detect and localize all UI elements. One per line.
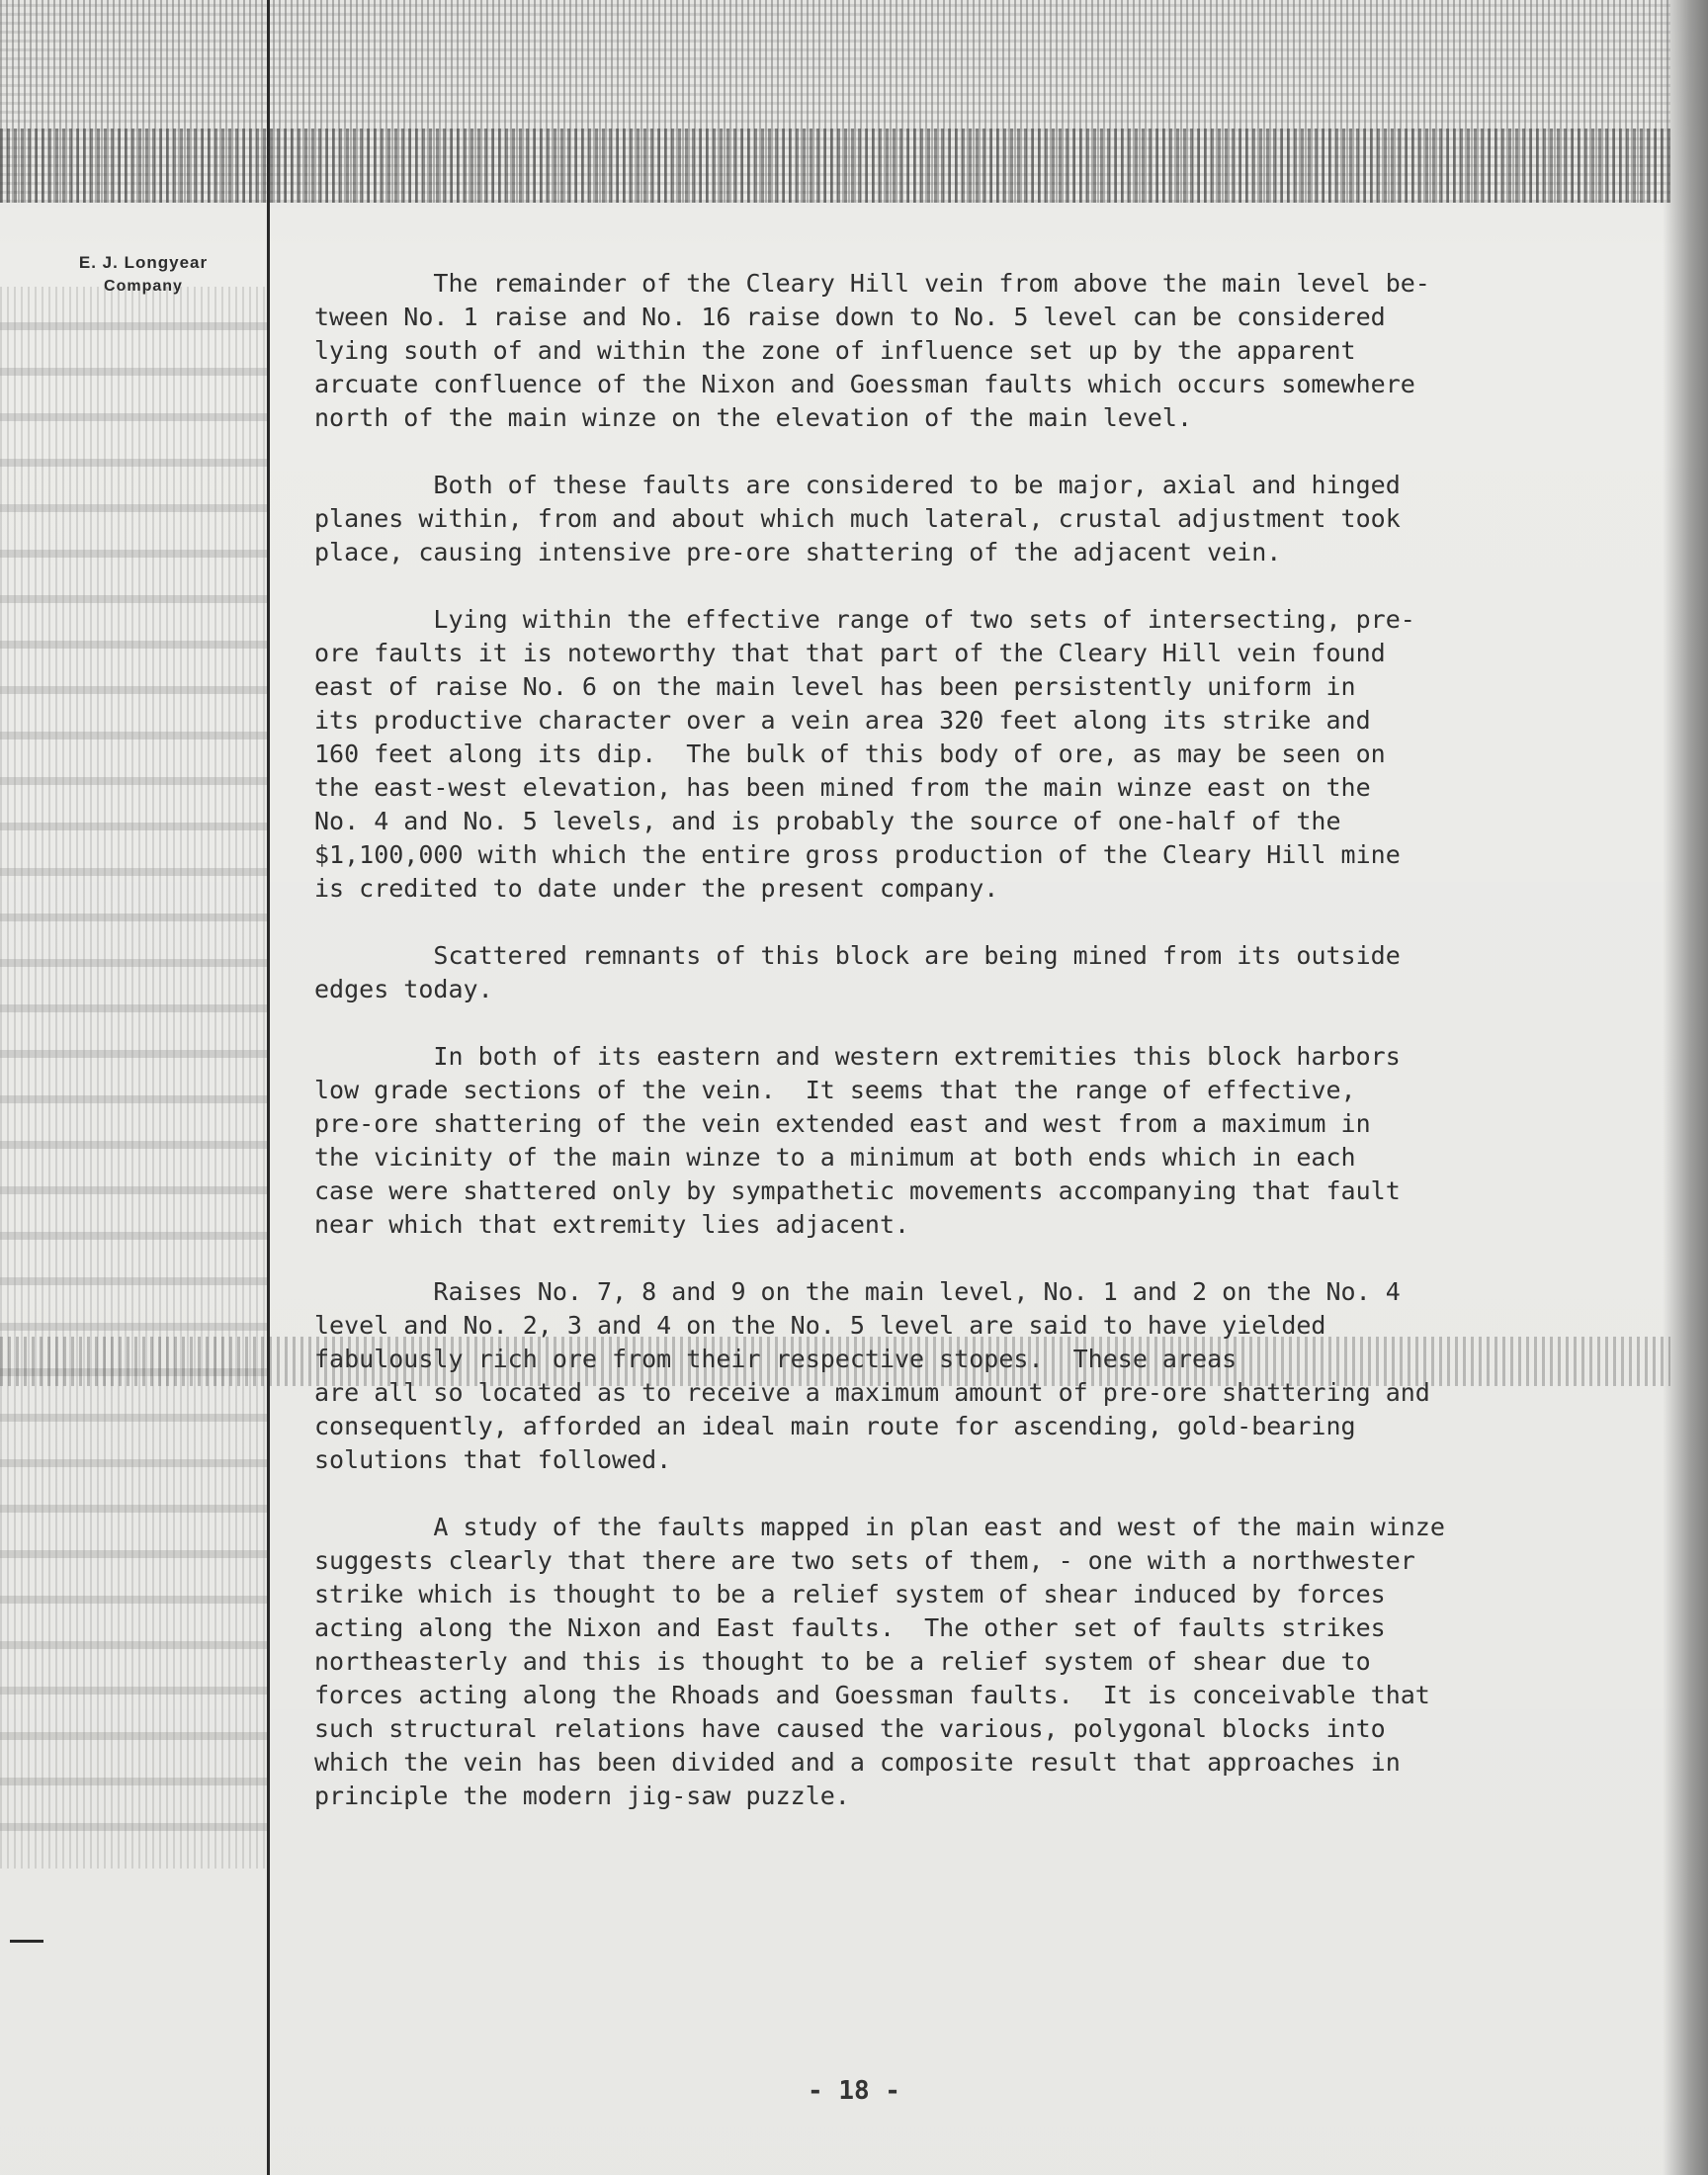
- paragraph-4: Scattered remnants of this block are being mined from its outside edges today.: [314, 941, 1401, 1003]
- paragraph-7: A study of the faults mapped in plan east and west of the main winze suggests clearly that there are two sets of them, - one with a northwester strike which is thought to be a relief system of shear induced by forces acting along the Nixon and East faults. The other set of faults strikes northeasterly and this is thought to be a relief system of shear due to forces acting along the Rhoads and Goessman faults. It is conceivable that such structural relations have caused the various, polygonal blocks into which the vein has been divided and a composite result that approaches in principle the modern jig-saw puzzle.: [314, 1513, 1445, 1810]
- letterhead-line-2: Company: [104, 278, 183, 295]
- paragraph-2: Both of these faults are considered to be major, axial and hinged planes within, from and about which much lateral, crustal adjustment took place, causing intensive pre-ore shattering of the adjacent vein.: [314, 471, 1401, 566]
- body-text: [314, 267, 1550, 1847]
- photocopy-noise-left: [0, 287, 267, 1869]
- paragraph-5: In both of its eastern and western extremities this block harbors low grade sections of the vein. It seems that the range of effective, pre-ore shattering of the vein extended east and west from a maximum in the vicinity of the main winze to a minimum at both ends which in each case were shattered only by sympathetic movements accompanying that fault near which that extremity lies adjacent.: [314, 1042, 1401, 1239]
- paragraph-6: Raises No. 7, 8 and 9 on the main level, No. 1 and 2 on the No. 4 level and No. 2, 3 and 4 on the No. 5 level are said to have yielded fabulously rich ore from their respective stopes. These areas are all so located as to receive a maximum amount of pre-ore shattering and consequently, afforded an ideal main route for ascending, gold-bearing solutions that followed.: [314, 1277, 1430, 1474]
- letterhead: [40, 251, 247, 299]
- letterhead-line-1: E. J. Longyear: [78, 253, 209, 272]
- paragraph-1: The remainder of the Cleary Hill vein from above the main level be- tween No. 1 raise and No. 16 raise down to No. 5 level can be considered lying south of and within the zone of influence set up by the apparent arcuate confluence of the Nixon and Goessman faults which occurs somewhere north of the main winze on the elevation of the main level.: [314, 269, 1430, 432]
- margin-tick: [10, 1940, 43, 1943]
- page-number: - 18 -: [808, 2076, 900, 2106]
- photocopy-edge-right: [1663, 0, 1708, 2175]
- margin-rule: [267, 0, 270, 2175]
- photocopy-noise-top-dark: [0, 129, 1670, 203]
- paragraph-3: Lying within the effective range of two sets of intersecting, pre- ore faults it is noteworthy that that part of the Cleary Hill vein found east of raise No. 6 on the main level has been persistently uniform in its productive character over a vein area 320 feet along its strike and 160 feet along its dip. The bulk of this body of ore, as may be seen on the east-west elevation, has been mined from the main winze east on the No. 4 and No. 5 levels, and is probably the source of one-half of the $1,100,000 with which the entire gross production of the Cleary Hill mine is credited to date under the present company.: [314, 605, 1415, 903]
